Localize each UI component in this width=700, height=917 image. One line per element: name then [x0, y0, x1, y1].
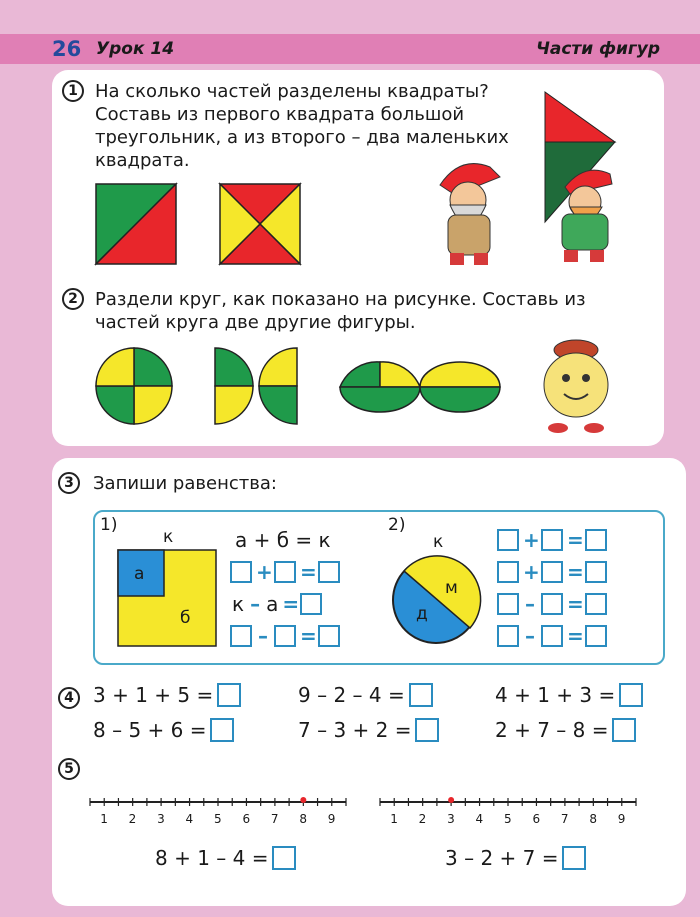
part2-d-label: д	[416, 604, 428, 624]
part1-row3	[232, 592, 322, 616]
part1-a-label: а	[134, 564, 145, 584]
op-equals: =	[300, 624, 317, 648]
part2-m-label: м	[445, 578, 458, 598]
answer-box[interactable]	[497, 593, 519, 615]
answer-box[interactable]	[415, 718, 439, 742]
task1-line: На сколько частей разделены квадраты?	[95, 81, 489, 102]
circle-four-parts	[96, 348, 172, 424]
task3-title: Запиши равенства:	[93, 473, 277, 494]
number-line-label: 8	[299, 812, 307, 826]
circle-m-d-figure	[392, 556, 480, 644]
butterfly-part	[259, 386, 297, 424]
number-line-label: 7	[560, 812, 569, 826]
character-eye	[562, 374, 570, 382]
gnome1-body	[448, 215, 490, 255]
part2-row1	[497, 528, 607, 552]
part1-row2	[230, 560, 340, 584]
answer-box[interactable]	[497, 529, 519, 551]
answer-box[interactable]	[274, 561, 296, 583]
gnome2-body	[562, 214, 608, 250]
part2-row3	[497, 592, 607, 616]
number-line-label: 2	[418, 812, 427, 826]
task4-expr	[298, 683, 433, 707]
part2-row2	[497, 560, 607, 584]
answer-box[interactable]	[300, 593, 322, 615]
butterfly-part	[259, 348, 297, 386]
expr-text: 7 – 3 + 2 =	[298, 718, 412, 742]
answer-box[interactable]	[612, 718, 636, 742]
gnome-with-triangle	[540, 92, 630, 267]
number-line-label: 5	[214, 812, 222, 826]
topic-title: Части фигур	[536, 39, 660, 59]
answer-box[interactable]	[497, 561, 519, 583]
expr-text: 8 – 5 + 6 =	[93, 718, 207, 742]
answer-box[interactable]	[585, 529, 607, 551]
gnome2-boot	[590, 250, 604, 262]
op-equals: =	[567, 560, 584, 584]
number-line-label: 7	[270, 812, 279, 826]
op-equals: =	[567, 624, 584, 648]
task4-expr	[298, 718, 439, 742]
circle-quarter	[96, 386, 134, 424]
part1-k-label: к	[163, 527, 174, 547]
op-plus: +	[523, 528, 540, 552]
answer-box[interactable]	[562, 846, 586, 870]
number-line-marker	[300, 797, 306, 803]
answer-box[interactable]	[585, 625, 607, 647]
answer-box[interactable]	[541, 529, 563, 551]
part1-label: 1)	[100, 515, 118, 535]
square-a-b-figure	[118, 550, 216, 646]
number-line-label: 3	[447, 812, 455, 826]
number-line-label: 9	[327, 812, 336, 826]
wave-part	[420, 387, 500, 412]
number-line-label: 8	[589, 812, 597, 826]
task3-number: 3	[58, 472, 80, 494]
op-plus: +	[523, 560, 540, 584]
wave-part	[340, 362, 380, 387]
task1-number: 1	[62, 80, 84, 102]
var-k: к	[232, 592, 245, 616]
circle-quarter	[134, 348, 172, 386]
answer-box[interactable]	[274, 625, 296, 647]
number-line-label: 5	[504, 812, 512, 826]
answer-box[interactable]	[210, 718, 234, 742]
number-line-label: 1	[390, 812, 398, 826]
answer-box[interactable]	[541, 593, 563, 615]
gnome1-boot	[450, 253, 464, 265]
gnome1-boot	[474, 253, 488, 265]
var-a: а	[266, 592, 279, 616]
circle-quarter	[96, 348, 134, 386]
op-equals: =	[300, 560, 317, 584]
butterfly-part	[215, 386, 253, 424]
expr-text: 2 + 7 – 8 =	[495, 718, 609, 742]
circle-quarter	[134, 386, 172, 424]
op-equals: =	[567, 592, 584, 616]
expr-text: 9 – 2 – 4 =	[298, 683, 405, 707]
lesson-title: Урок 14	[96, 39, 175, 59]
task2-line: Раздели круг, как показано на рисунке. Составь из	[95, 289, 586, 310]
answer-box[interactable]	[541, 625, 563, 647]
equation-a-plus-b: а + б = к	[235, 528, 331, 552]
answer-box[interactable]	[619, 683, 643, 707]
number-line-label: 6	[532, 812, 541, 826]
part1-row4	[230, 624, 340, 648]
part1-b-label: б	[180, 608, 191, 628]
task4-expr	[495, 683, 643, 707]
number-line-marker	[448, 797, 454, 803]
op-equals: =	[567, 528, 584, 552]
page-header	[0, 34, 700, 64]
task4-expr	[93, 718, 234, 742]
task5-expr-2	[445, 846, 586, 870]
butterfly-part	[215, 348, 253, 386]
task4-expr	[495, 718, 636, 742]
op-plus: +	[256, 560, 273, 584]
task4-number: 4	[58, 687, 80, 709]
answer-box[interactable]	[585, 593, 607, 615]
task2-text	[95, 288, 586, 334]
character-eye	[582, 374, 590, 382]
op-minus: –	[250, 592, 261, 616]
page-number: 26	[52, 37, 82, 61]
task1-line: квадрата.	[95, 150, 190, 171]
op-minus: –	[525, 592, 535, 616]
number-line-label: 6	[242, 812, 251, 826]
butterfly-figure	[215, 348, 297, 424]
op-minus: –	[525, 624, 535, 648]
wave-figure	[340, 362, 500, 412]
answer-box[interactable]	[217, 683, 241, 707]
number-line-label: 2	[128, 812, 137, 826]
round-character	[528, 330, 624, 436]
gnome-illustration-1	[420, 155, 520, 270]
answer-box[interactable]	[409, 683, 433, 707]
expr-text: 3 + 1 + 5 =	[93, 683, 214, 707]
task5-expr-1	[155, 846, 296, 870]
expr-text: 4 + 1 + 3 =	[495, 683, 616, 707]
part2-k-label: к	[433, 532, 444, 552]
op-minus: –	[258, 624, 268, 648]
wave-part	[340, 387, 420, 412]
answer-box[interactable]	[318, 625, 340, 647]
square-two-triangles	[96, 184, 176, 264]
number-line-label: 9	[617, 812, 626, 826]
character-shoe	[584, 423, 604, 433]
task2-number: 2	[62, 288, 84, 310]
answer-box[interactable]	[541, 561, 563, 583]
part2-row4	[497, 624, 607, 648]
expr-text: 3 – 2 + 7 =	[445, 846, 559, 870]
number-line-label: 4	[475, 812, 484, 826]
square-four-triangles	[220, 184, 300, 264]
answer-box[interactable]	[497, 625, 519, 647]
gnome2-boot	[564, 250, 578, 262]
wave-part	[380, 362, 420, 387]
answer-box[interactable]	[318, 561, 340, 583]
answer-box[interactable]	[272, 846, 296, 870]
number-line-2	[380, 792, 642, 812]
number-line-1	[90, 792, 352, 812]
task4-expr	[93, 683, 241, 707]
task5-number: 5	[58, 758, 80, 780]
answer-box[interactable]	[230, 561, 252, 583]
task1-line: треугольник, а из второго – два маленьких	[95, 127, 509, 148]
number-line-label: 4	[185, 812, 194, 826]
character-shoe	[548, 423, 568, 433]
task2-line: частей круга две другие фигуры.	[95, 312, 416, 333]
op-equals: =	[282, 592, 300, 616]
expr-text: 8 + 1 – 4 =	[155, 846, 269, 870]
number-line-label: 1	[100, 812, 108, 826]
number-line-label: 3	[157, 812, 165, 826]
character-body	[544, 353, 608, 417]
answer-box[interactable]	[585, 561, 607, 583]
flag-red-triangle	[545, 92, 615, 142]
answer-box[interactable]	[230, 625, 252, 647]
part2-label: 2)	[388, 515, 406, 535]
task1-line: Составь из первого квадрата большой	[95, 104, 465, 125]
wave-part	[420, 362, 500, 387]
